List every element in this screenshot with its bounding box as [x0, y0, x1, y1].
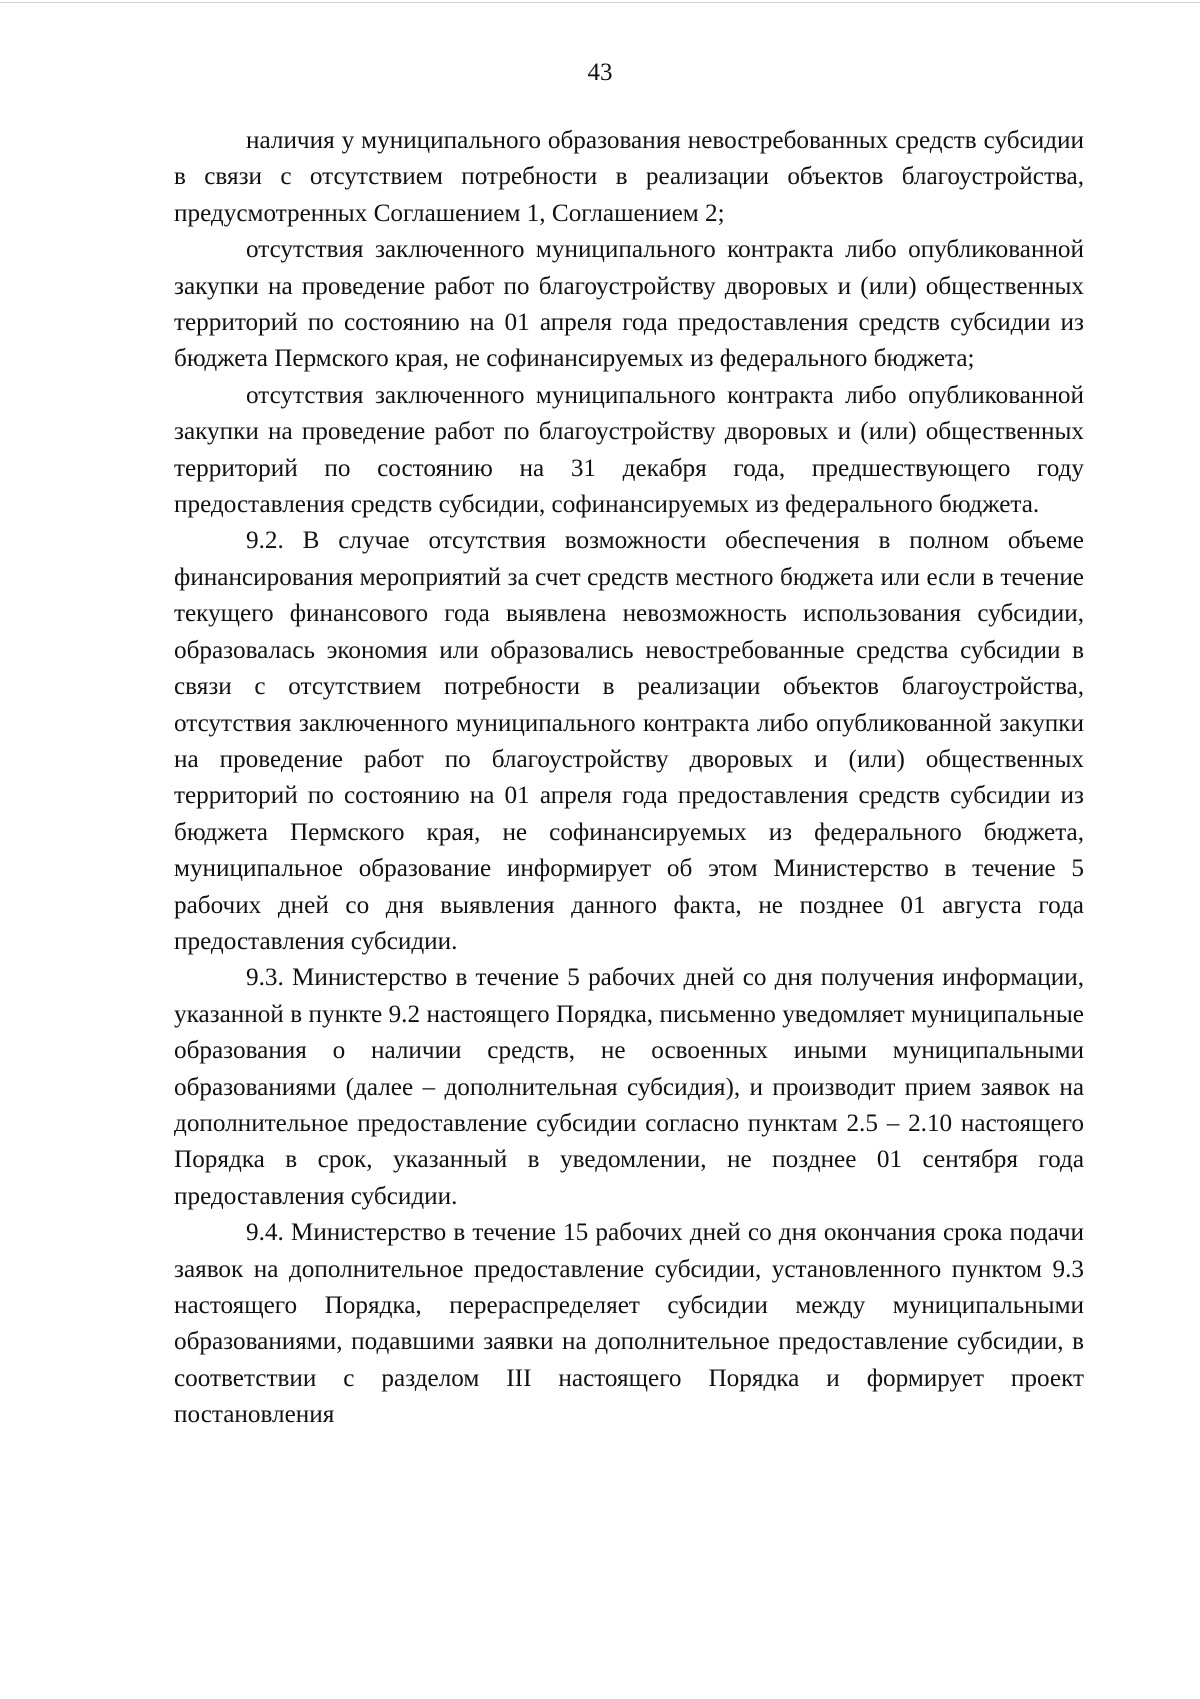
- paragraph-no-contract-april: отсутствия заключенного муниципального контракта либо опубликованной закупки на проведение работ по благоустройству дворовых и (или) общественных территорий по состоянию на 01 апреля года предоставления средств субсидии из бюджета Пермского края, не софинансируемых из федерального бюджета;: [174, 236, 1084, 373]
- paragraph-clause-9-2: 9.2. В случае отсутствия возможности обеспечения в полном объеме финансирования мероприятий за счет средств местного бюджета или если в течение текущего финансового года выявлена невозможность использования субсидии, образовалась экономия или образовались невостребованные средства субсидии в связи с отсутствием потребности в реализации объектов благоустройства, отсутствия заключенного муниципального контракта либо опубликованной закупки на проведение работ по благоустройству дворовых и (или) общественных территорий по состоянию на 01 апреля года предоставления средств субсидии из бюджета Пермского края, не софинансируемых из федерального бюджета, муниципальное образование информирует об этом Министерство в течение 5 рабочих дней со дня выявления данного факта, не позднее 01 августа года предоставления субсидии.: [174, 527, 1084, 955]
- page-number: 43: [587, 59, 613, 86]
- document-body: [174, 123, 1084, 1434]
- paragraph-no-contract-december: отсутствия заключенного муниципального контракта либо опубликованной закупки на проведение работ по благоустройству дворовых и (или) общественных территорий по состоянию на 31 декабря года, предшествующего году предоставления средств субсидии, софинансируемых из федерального бюджета.: [174, 381, 1084, 519]
- paragraph-lack-of-need: наличия у муниципального образования невостребованных средств субсидии в связи с отсутствием потребности в реализации объектов благоустройства, предусмотренных Соглашением 1, Соглашением 2;: [174, 127, 1084, 227]
- scan-top-edge: [0, 2, 1200, 3]
- paragraph-clause-9-4: 9.4. Министерство в течение 15 рабочих дней со дня окончания срока подачи заявок на дополнительное предоставление субсидии, установленного пунктом 9.3 настоящего Порядка, перераспределяет субсидии между муниципальными образованиями, подавшими заявки на дополнительное предоставление субсидии, в соответствии с разделом III настоящего Порядка и формирует проект постановления: [174, 1219, 1084, 1429]
- paragraph-clause-9-3: 9.3. Министерство в течение 5 рабочих дней со дня получения информации, указанной в пункте 9.2 настоящего Порядка, письменно уведомляет муниципальные образования о наличии средств, не освоенных иными муниципальными образованиями (далее – дополнительная субсидия), и производит прием заявок на дополнительное предоставление субсидии согласно пунктам 2.5 – 2.10 настоящего Порядка в срок, указанный в уведомлении, не позднее 01 сентября года предоставления субсидии.: [174, 964, 1084, 1210]
